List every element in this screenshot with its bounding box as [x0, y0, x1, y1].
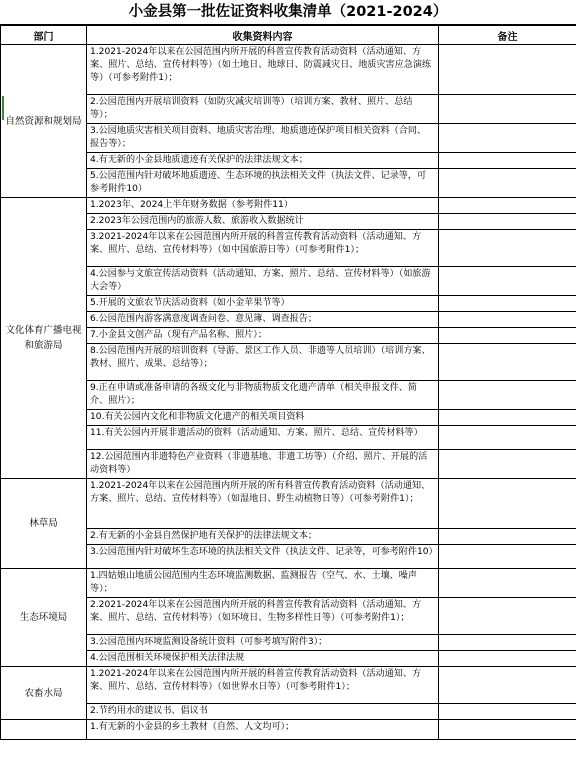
content-cell[interactable]: 2.节约用水的建议书、倡议书 [87, 704, 439, 720]
content-cell[interactable]: 1.有无新的小金县的乡土教材（自然、人文均可）； [87, 720, 439, 740]
note-cell[interactable] [439, 569, 576, 598]
note-cell[interactable] [439, 267, 576, 296]
content-cell[interactable]: 1.2021-2024年以来在公园范围内所开展的科普宣传教育活动资料（活动通知、方案、照片、总结、宣传材料等）（如土地日、地球日、防震减灾日、地质灾害应急演练等）（可参考附件1）； [87, 45, 439, 95]
table-row [1, 153, 576, 169]
dept-education[interactable] [1, 720, 87, 740]
content-cell[interactable]: 3.公园地质灾害相关项目资料、地质灾害治理、地质遗迹保护项目相关资料（合同、报告等）； [87, 124, 439, 153]
note-cell[interactable] [439, 153, 576, 169]
table-row [1, 598, 576, 635]
content-cell[interactable]: 3.公园范围内环境监测设备统计资料（可参考填写附件3）； [87, 635, 439, 651]
table-row [1, 267, 576, 296]
table-row [1, 296, 576, 312]
content-cell[interactable]: 8.公园范围内开展的培训资料（导游、景区工作人员、非遗等人员培训）（培训方案、教材、照片、成果、总结等）； [87, 344, 439, 381]
note-cell[interactable] [439, 169, 576, 198]
content-cell[interactable]: 4.公园参与文旅宣传活动资料（活动通知、方案、照片、总结、宣传材料等）（如旅游大会等） [87, 267, 439, 296]
dept-natural-resources[interactable]: 自然资源和规划局 [1, 45, 87, 198]
note-cell[interactable] [439, 426, 576, 450]
materials-table [0, 25, 576, 740]
content-cell[interactable]: 2.有无新的小金县自然保护地有关保护的法律法规文本； [87, 529, 439, 545]
table-row [1, 344, 576, 381]
content-cell[interactable]: 1.2021-2024年以来在公园范围内所开展的科普宣传教育活动资料（活动通知、方案、照片、总结、宣传材料等）（如世界水日等）（可参考附件1）； [87, 667, 439, 704]
note-cell[interactable] [439, 381, 576, 410]
table-row [1, 312, 576, 328]
table-row [1, 569, 576, 598]
table-row [1, 381, 576, 410]
note-cell[interactable] [439, 704, 576, 720]
table-row [1, 198, 576, 214]
table-row [1, 479, 576, 529]
note-cell[interactable] [439, 230, 576, 267]
note-cell[interactable] [439, 198, 576, 214]
table-row [1, 667, 576, 704]
table-row [1, 545, 576, 569]
note-cell[interactable] [439, 410, 576, 426]
table-row [1, 45, 576, 95]
header-row [1, 26, 576, 45]
content-cell[interactable]: 6.公园范围内游客满意度调查问卷、意见簿、调查报告； [87, 312, 439, 328]
content-cell[interactable]: 2.公园范围内开展培训资料（如防灾减灾培训等）（培训方案、教材、照片、总结等）； [87, 95, 439, 124]
note-cell[interactable] [439, 296, 576, 312]
content-cell[interactable]: 4.公园范围相关环境保护相关法律法规 [87, 651, 439, 667]
content-cell[interactable]: 2.2023年公园范围内的旅游人数、旅游收入数据统计 [87, 214, 439, 230]
note-cell[interactable] [439, 667, 576, 704]
table-body [1, 45, 576, 740]
header-content: 收集资料内容 [87, 26, 439, 45]
table-row [1, 95, 576, 124]
dept-culture-tourism[interactable]: 文化体育广播电视和旅游局 [1, 198, 87, 479]
table-row [1, 720, 576, 740]
dept-agri-water[interactable]: 农畜水局 [1, 667, 87, 720]
content-cell[interactable]: 1.2021-2024年以来在公园范围内所开展的所有科普宣传教育活动资料（活动通知、方案、照片、总结、宣传材料等）（如湿地日、野生动植物日等）（可参考附件1）； [87, 479, 439, 529]
table-row [1, 426, 576, 450]
note-cell[interactable] [439, 344, 576, 381]
table-row [1, 635, 576, 651]
content-cell[interactable]: 4.有无新的小金县地质遗迹有关保护的法律法规文本； [87, 153, 439, 169]
header-note: 备注 [439, 26, 576, 45]
page-title: 小金县第一批佐证资料收集清单（2021-2024） [0, 0, 576, 25]
note-cell[interactable] [439, 635, 576, 651]
note-cell[interactable] [439, 214, 576, 230]
table-row [1, 651, 576, 667]
table-row [1, 214, 576, 230]
content-cell[interactable]: 5.公园范围内针对破坏地质遗迹、生态环境的执法相关文件（执法文件、记录等，可参考附件10） [87, 169, 439, 198]
note-cell[interactable] [439, 95, 576, 124]
note-cell[interactable] [439, 720, 576, 740]
content-cell[interactable]: 10.有关公园内文化和非物质文化遗产的相关项目资料 [87, 410, 439, 426]
content-cell[interactable]: 5.开展的文旅农节庆活动资料（如小金苹果节等） [87, 296, 439, 312]
table-row [1, 529, 576, 545]
note-cell[interactable] [439, 598, 576, 635]
dept-forestry[interactable]: 林草局 [1, 479, 87, 569]
content-cell[interactable]: 3.2021-2024年以来在公园范围内所开展的科普宣传教育活动资料（活动通知、方案、照片、总结、宣传材料等）（如中国旅游日等）（可参考附件1）； [87, 230, 439, 267]
content-cell[interactable]: 1.2023年、2024上半年财务数据（参考附件11） [87, 198, 439, 214]
note-cell[interactable] [439, 651, 576, 667]
table-row [1, 328, 576, 344]
content-cell[interactable]: 12.公园范围内非遗特色产业资料（非遗基地、非遗工坊等）（介绍、照片、开展的活动资料等） [87, 450, 439, 479]
note-cell[interactable] [439, 545, 576, 569]
table-row [1, 704, 576, 720]
note-cell[interactable] [439, 328, 576, 344]
table-row [1, 450, 576, 479]
table-row [1, 124, 576, 153]
table-row [1, 230, 576, 267]
cell-selection-marker [2, 96, 4, 120]
note-cell[interactable] [439, 450, 576, 479]
content-cell[interactable]: 7.小金县文创产品（现有产品名称、照片）； [87, 328, 439, 344]
note-cell[interactable] [439, 312, 576, 328]
content-cell[interactable]: 1.四姑娘山地质公园范围内生态环境监测数据、监测报告（空气、水、土壤、噪声等）； [87, 569, 439, 598]
header-dept: 部门 [1, 26, 87, 45]
table-row [1, 169, 576, 198]
note-cell[interactable] [439, 124, 576, 153]
content-cell[interactable]: 2.2021-2024年以来在公园范围内所开展的科普宣传教育活动资料（活动通知、方案、照片、总结、宣传材料等）（如环境日、生物多样性日等）（可参考附件1）； [87, 598, 439, 635]
note-cell[interactable] [439, 45, 576, 95]
content-cell[interactable]: 11.有关公园内开展非遗活动的资料（活动通知、方案、照片、总结、宣传材料等） [87, 426, 439, 450]
table-row [1, 410, 576, 426]
dept-ecology-env[interactable]: 生态环境局 [1, 569, 87, 667]
content-cell[interactable]: 3.公园范围内针对破坏生态环境的执法相关文件（执法文件、记录等，可参考附件10） [87, 545, 439, 569]
content-cell[interactable]: 9.正在申请或准备申请的各级文化与非物质物质文化遗产清单（相关申报文件、简介、照片）； [87, 381, 439, 410]
note-cell[interactable] [439, 529, 576, 545]
note-cell[interactable] [439, 479, 576, 529]
